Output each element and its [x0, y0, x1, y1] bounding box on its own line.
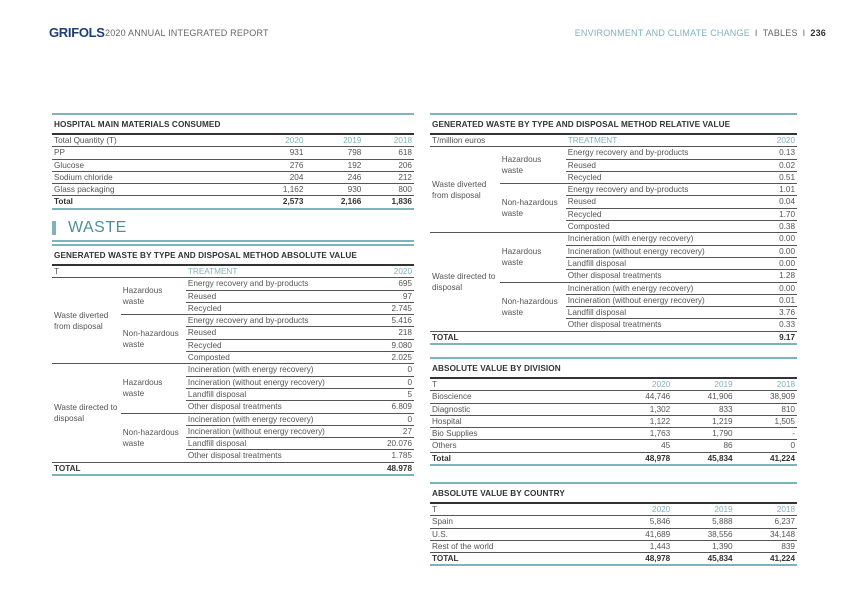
value-cell: 800 [363, 184, 414, 196]
column-header: T [430, 378, 614, 391]
value-cell: 41,689 [614, 528, 673, 540]
unit-header: T [52, 265, 186, 278]
treatment-cell: Recycled [566, 171, 750, 183]
value-cell: 44,746 [614, 391, 673, 403]
country-table [430, 482, 797, 566]
row-label: Glass packaging [52, 184, 255, 196]
table-row [430, 147, 797, 159]
waste-relative-table [430, 113, 797, 345]
value-cell: 798 [305, 147, 363, 159]
total-row [430, 452, 797, 465]
value-cell: 0.00 [749, 245, 797, 257]
treatment-cell: Landfill disposal [566, 257, 750, 269]
waste-section-heading [52, 218, 414, 242]
separator: I [754, 28, 758, 38]
treatment-cell: Energy recovery and by-products [186, 315, 367, 327]
subgroup-label: Non-hazardous waste [121, 315, 186, 364]
row-label: Bio Supplies [430, 428, 614, 440]
treatment-cell: Other disposal treatments [566, 270, 750, 282]
value-cell: 5,888 [672, 516, 734, 528]
table-row [52, 171, 414, 183]
group-label: Waste directed to disposal [430, 233, 500, 331]
table-row [430, 415, 797, 427]
column-header: T [430, 503, 614, 516]
total-label: Total [52, 196, 255, 209]
treatment-cell: Energy recovery and by-products [566, 184, 750, 196]
treatment-cell: Other disposal treatments [566, 319, 750, 331]
value-cell: 1.28 [749, 270, 797, 282]
value-cell: 1,219 [672, 415, 734, 427]
value-cell: 246 [305, 171, 363, 183]
value-cell: 0 [367, 376, 414, 388]
header-row [52, 265, 414, 278]
waste-heading-text: WASTE [68, 219, 127, 236]
treatment-cell: Incineration (with energy recovery) [186, 364, 367, 376]
subgroup-label: Hazardous waste [121, 278, 186, 315]
column-header: Total Quantity (T) [52, 134, 255, 147]
row-label: Bioscience [430, 391, 614, 403]
value-cell: 1,302 [614, 403, 673, 415]
table-title: ABSOLUTE VALUE BY COUNTRY [432, 489, 565, 498]
value-cell: 34,148 [735, 528, 797, 540]
row-label: Hospital [430, 415, 614, 427]
header-row [430, 134, 797, 147]
total-value: 45,834 [672, 553, 734, 566]
table-row [52, 159, 414, 171]
tables-link[interactable]: TABLES [762, 28, 798, 38]
treatment-cell: Reused [186, 290, 367, 302]
year-header: 2020 [614, 503, 673, 516]
total-label: TOTAL [52, 462, 367, 475]
value-cell: 212 [363, 171, 414, 183]
table-row [430, 540, 797, 552]
year-header: 2020 [367, 265, 414, 278]
value-cell: 1,790 [672, 428, 734, 440]
row-label: Glucose [52, 159, 255, 171]
value-cell: 0 [367, 364, 414, 376]
value-cell: 0.51 [749, 171, 797, 183]
total-value: 2,166 [305, 196, 363, 209]
separator: I [802, 28, 806, 38]
value-cell: 38,556 [672, 528, 734, 540]
treatment-cell: Reused [566, 196, 750, 208]
group-label: Waste diverted from disposal [52, 278, 121, 364]
total-value: 48,978 [614, 452, 673, 465]
table-row [430, 528, 797, 540]
row-label: U.S. [430, 528, 614, 540]
treatment-cell: Incineration (with energy recovery) [566, 282, 750, 294]
value-cell: 6.809 [367, 401, 414, 413]
treatment-cell: Incineration (without energy recovery) [566, 294, 750, 306]
subgroup-label: Non-hazardous waste [500, 184, 566, 233]
treatment-cell: Recycled [186, 302, 367, 314]
value-cell: 0.02 [749, 159, 797, 171]
value-cell: 931 [255, 147, 306, 159]
subgroup-label: Hazardous waste [500, 147, 566, 184]
subgroup-label: Non-hazardous waste [500, 282, 566, 331]
subgroup-label: Hazardous waste [121, 364, 186, 413]
value-cell: 86 [672, 440, 734, 452]
table-row [430, 428, 797, 440]
table-row [430, 403, 797, 415]
group-label: Waste diverted from disposal [430, 147, 500, 233]
value-cell: 0 [367, 413, 414, 425]
header-row [430, 503, 797, 516]
report-title: 2020 ANNUAL INTEGRATED REPORT [105, 28, 269, 38]
value-cell: 0.00 [749, 282, 797, 294]
value-cell: 0.01 [749, 294, 797, 306]
total-value: 41,224 [735, 452, 797, 465]
treatment-cell: Reused [566, 159, 750, 171]
value-cell: 41,906 [672, 391, 734, 403]
row-label: Others [430, 440, 614, 452]
value-cell: 0.04 [749, 196, 797, 208]
table-title: GENERATED WASTE BY TYPE AND DISPOSAL METHOD RELATIVE VALUE [432, 120, 731, 129]
page-number: 236 [810, 28, 826, 38]
treatment-cell: Landfill disposal [186, 388, 367, 400]
treatment-cell: Landfill disposal [566, 307, 750, 319]
value-cell: 97 [367, 290, 414, 302]
total-value: 48,978 [614, 553, 673, 566]
treatment-header: TREATMENT [566, 134, 750, 147]
breadcrumb [575, 28, 826, 38]
total-row [52, 462, 414, 475]
section-link[interactable]: ENVIRONMENT AND CLIMATE CHANGE [574, 28, 750, 38]
value-cell: 810 [735, 403, 797, 415]
total-label: TOTAL [430, 331, 749, 344]
value-cell: 0.00 [749, 257, 797, 269]
year-header: 2020 [614, 378, 673, 391]
total-row [430, 331, 797, 344]
value-cell: 1,443 [614, 540, 673, 552]
unit-header: T/million euros [430, 134, 566, 147]
value-cell: 204 [255, 171, 306, 183]
year-header: 2018 [363, 134, 414, 147]
row-label: Rest of the world [430, 540, 614, 552]
value-cell: 618 [363, 147, 414, 159]
table-title: ABSOLUTE VALUE BY DIVISION [432, 364, 561, 373]
total-value: 1,836 [363, 196, 414, 209]
row-label: Sodium chloride [52, 171, 255, 183]
value-cell: 5,846 [614, 516, 673, 528]
subgroup-label: Non-hazardous waste [121, 413, 186, 462]
table-row [430, 391, 797, 403]
value-cell: 206 [363, 159, 414, 171]
treatment-cell: Landfill disposal [186, 438, 367, 450]
total-value: 48.978 [367, 462, 414, 475]
value-cell: 0.38 [749, 221, 797, 233]
value-cell: 1,390 [672, 540, 734, 552]
value-cell: 27 [367, 425, 414, 437]
value-cell: 1,162 [255, 184, 306, 196]
value-cell: 192 [305, 159, 363, 171]
treatment-cell: Other disposal treatments [186, 450, 367, 462]
total-label: Total [430, 452, 614, 465]
treatment-header: TREATMENT [186, 265, 367, 278]
grifols-logo: GRIFOLS [49, 25, 105, 40]
treatment-cell: Incineration (without energy recovery) [186, 425, 367, 437]
table-row [52, 278, 414, 290]
treatment-cell: Energy recovery and by-products [566, 147, 750, 159]
treatment-cell: Other disposal treatments [186, 401, 367, 413]
year-header: 2018 [735, 378, 797, 391]
treatment-cell: Reused [186, 327, 367, 339]
waste-absolute-table [52, 244, 414, 476]
table-title: GENERATED WASTE BY TYPE AND DISPOSAL METHOD ABSOLUTE VALUE [54, 251, 357, 260]
total-value: 2,573 [255, 196, 306, 209]
division-table [430, 357, 797, 466]
header-row [52, 134, 414, 147]
treatment-cell: Incineration (without energy recovery) [186, 376, 367, 388]
treatment-cell: Composted [186, 352, 367, 364]
total-value: 9.17 [749, 331, 797, 344]
value-cell: 833 [672, 403, 734, 415]
treatment-cell: Incineration (with energy recovery) [186, 413, 367, 425]
row-label: Spain [430, 516, 614, 528]
table-title: HOSPITAL MAIN MATERIALS CONSUMED [54, 120, 221, 129]
value-cell: 38,909 [735, 391, 797, 403]
value-cell: 930 [305, 184, 363, 196]
total-label: TOTAL [430, 553, 614, 566]
year-header: 2019 [305, 134, 363, 147]
treatment-cell: Incineration (with energy recovery) [566, 233, 750, 245]
subgroup-label: Hazardous waste [500, 233, 566, 282]
value-cell: 1,505 [735, 415, 797, 427]
heading-bar-icon [52, 221, 56, 235]
year-header: 2020 [255, 134, 306, 147]
treatment-cell: Recycled [566, 208, 750, 220]
value-cell: 1.01 [749, 184, 797, 196]
total-row [430, 553, 797, 566]
total-value: 45,834 [672, 452, 734, 465]
table-row [52, 147, 414, 159]
year-header: 2019 [672, 503, 734, 516]
row-label: Diagnostic [430, 403, 614, 415]
treatment-cell: Composted [566, 221, 750, 233]
value-cell: 1.70 [749, 208, 797, 220]
value-cell: 2.025 [367, 352, 414, 364]
value-cell: 20.076 [367, 438, 414, 450]
treatment-cell: Recycled [186, 339, 367, 351]
value-cell: 45 [614, 440, 673, 452]
value-cell: 276 [255, 159, 306, 171]
total-row [52, 196, 414, 209]
table-row [52, 364, 414, 376]
year-header: 2018 [735, 503, 797, 516]
year-header: 2020 [749, 134, 797, 147]
table-row [430, 440, 797, 452]
value-cell: 3.76 [749, 307, 797, 319]
treatment-cell: Incineration (without energy recovery) [566, 245, 750, 257]
treatment-cell: Energy recovery and by-products [186, 278, 367, 290]
value-cell: 5.416 [367, 315, 414, 327]
year-header: 2019 [672, 378, 734, 391]
table-row [430, 516, 797, 528]
value-cell: 218 [367, 327, 414, 339]
value-cell: 1,763 [614, 428, 673, 440]
value-cell: 0.13 [749, 147, 797, 159]
header-row [430, 378, 797, 391]
value-cell: 0 [735, 440, 797, 452]
hospital-materials-table [52, 113, 414, 210]
value-cell: 2.745 [367, 302, 414, 314]
table-row [430, 233, 797, 245]
total-value: 41,224 [735, 553, 797, 566]
value-cell: 5 [367, 388, 414, 400]
group-label: Waste directed to disposal [52, 364, 121, 462]
value-cell: 9.080 [367, 339, 414, 351]
value-cell: 695 [367, 278, 414, 290]
value-cell: 1,122 [614, 415, 673, 427]
value-cell: 6,237 [735, 516, 797, 528]
value-cell: - [735, 428, 797, 440]
row-label: PP [52, 147, 255, 159]
value-cell: 839 [735, 540, 797, 552]
value-cell: 0.00 [749, 233, 797, 245]
table-row [52, 184, 414, 196]
value-cell: 1.785 [367, 450, 414, 462]
value-cell: 0.33 [749, 319, 797, 331]
